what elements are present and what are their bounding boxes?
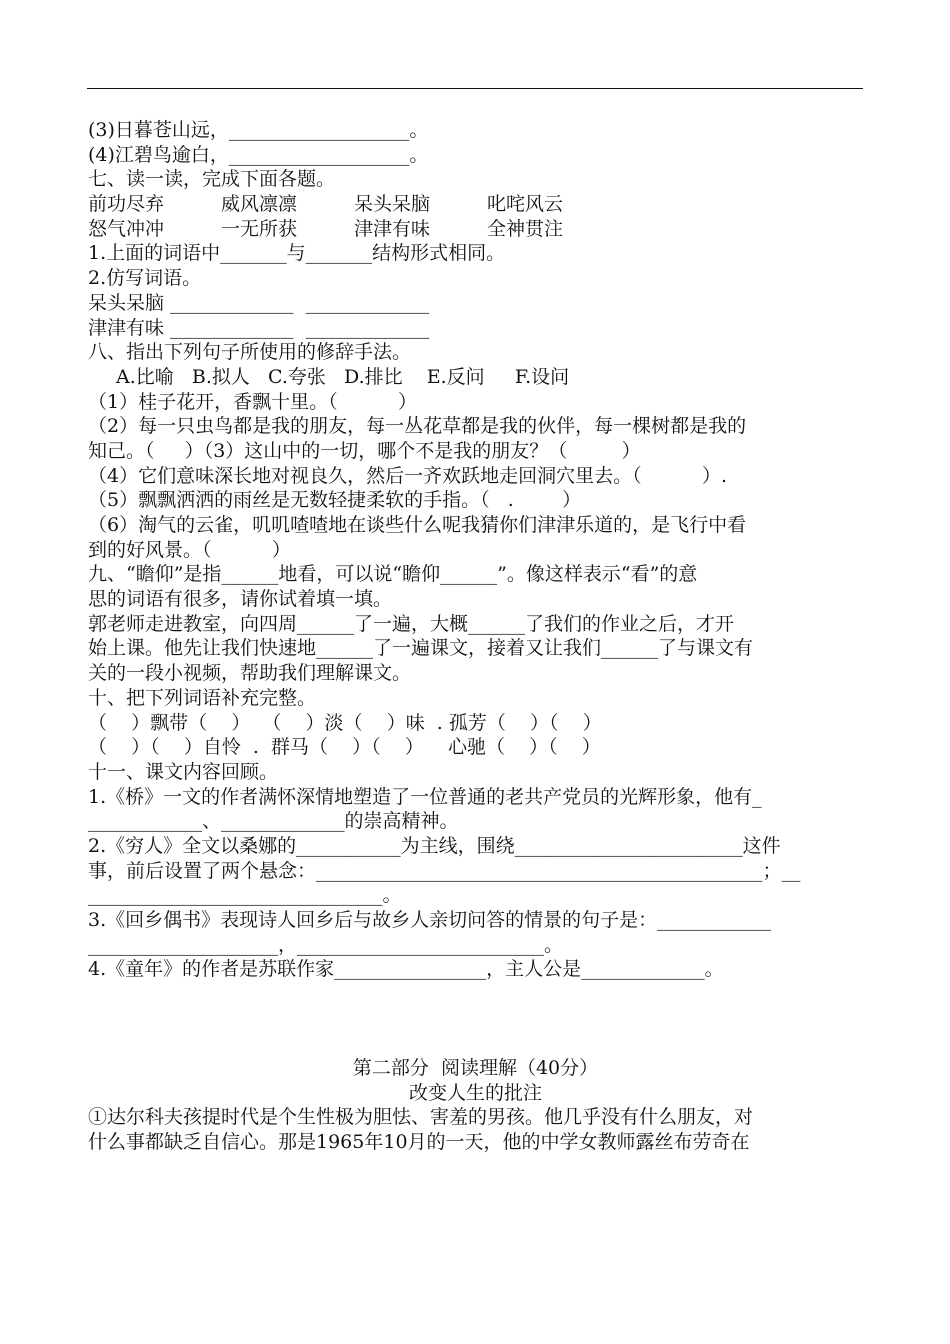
q8-sentence-4: （4）它们意味深长地对视良久，然后一齐欢跃地走回洞穴里去。（ ）.: [88, 464, 728, 487]
q7-imitation-2: 津津有味 _____________ _____________: [88, 316, 430, 339]
section-spacer: [88, 982, 863, 1056]
q7-title: 七、读一读，完成下面各题。: [88, 168, 336, 191]
q9-line-5: 关的一段小视频，帮助我们理解课文。: [88, 662, 412, 685]
q9-line-3: 郭老师走进教室，向四周______了一遍，大概______了我们的作业之后，才开: [88, 612, 735, 635]
q8-sentence-6a: （6）淘气的云雀，叽叽喳喳地在谈些什么呢我猜你们津津乐道的，是飞行中看: [88, 514, 747, 536]
q11-item-3b: ____________________，__________________________。: [88, 933, 564, 956]
poem-line-4: (4)江碧鸟逾白，___________________。: [88, 143, 429, 166]
poem-line-3: (3)日暮苍山远，___________________。: [88, 119, 429, 141]
q7-word-row-1: [88, 192, 863, 217]
q9-line-1: 九、“瞻仰”是指______地看，可以说“瞻仰______”。像这样表示“看”的意: [88, 563, 698, 586]
article-title: 改变人生的批注: [408, 1081, 542, 1104]
q8-sentence-6b: 到的好风景。（ ）: [88, 538, 291, 561]
q9-line-2: 思的词语有很多，请你试着填一填。: [88, 588, 393, 611]
q8-title: 八、指出下列句子所使用的修辞手法。: [88, 341, 412, 364]
word: 叱咤风云: [487, 193, 564, 216]
q10-line-2: （ ）（ ）自怜 . 群马（ ）（ ） 心驰（ ）（ ）: [88, 736, 601, 759]
q8-sentence-1: （1）桂子花开，香飘十里。（ ）: [88, 390, 417, 413]
article-paragraph-1a: ①达尔科夫孩提时代是个生性极为胆怯、害羞的男孩。他几乎没有什么朋友，对: [88, 1106, 754, 1129]
q7-item-2: 2.仿写词语。: [88, 267, 202, 290]
word: 全神贯注: [487, 217, 564, 240]
word: 前功尽弃: [88, 193, 165, 216]
word: 威风凛凛: [221, 193, 298, 216]
word: 呆头呆脑: [354, 193, 431, 216]
article-paragraph-1b: 什么事都缺乏自信心。那是1965年10月的一天，他的中学女教师露丝布劳奇在: [88, 1131, 750, 1154]
q7-word-row-2: [88, 217, 863, 242]
q8-options: A.比喻 B.拟人 C.夸张 D.排比 E.反问 F.设问: [116, 365, 570, 388]
q8-sentence-2b: 知己。（ ）（3）这山中的一切，哪个不是我的朋友？（ ）: [88, 439, 641, 462]
word: 一无所获: [221, 217, 298, 240]
q11-item-2a: 2.《穷人》全文以桑娜的___________为主线，围绕________________________这件: [88, 834, 781, 857]
word: 怒气冲冲: [88, 217, 165, 240]
q11-item-2b: 事，前后设置了两个悬念：_______________________________________________；__: [88, 859, 801, 882]
q9-line-4: 始上课。他先让我们快速地______了一遍课文，接着又让我们______了与课文有: [88, 637, 754, 660]
q11-item-3a: 3.《回乡偶书》表现诗人回乡后与故乡人亲切问答的情景的句子是：____________: [88, 909, 772, 931]
q11-item-4: 4.《童年》的作者是苏联作家________________，主人公是_____________。: [88, 958, 724, 981]
q11-title: 十一、课文内容回顾。: [88, 760, 279, 783]
q8-sentence-2a: （2）每一只虫鸟都是我的朋友，每一丛花草都是我的伙伴，每一棵树都是我的: [88, 415, 747, 438]
q11-item-1b: ____________、_____________的崇高精神。: [88, 810, 459, 833]
q11-item-2c: _______________________________。: [88, 884, 402, 907]
part2-heading: 第二部分 阅读理解（40分）: [352, 1057, 599, 1080]
q10-title: 十、把下列词语补充完整。: [88, 686, 317, 709]
page-content: [88, 118, 863, 1155]
q7-item-1: 1.上面的词语中_______与_______结构形式相同。: [88, 242, 506, 265]
q10-line-1: （ ）飘带（ ） （ ）淡（ ）味 . 孤芳（ ）（ ）: [88, 711, 602, 734]
q7-imitation-1: 呆头呆脑 _____________ _____________: [88, 291, 430, 314]
q8-sentence-5: （5）飘飘洒洒的雨丝是无数轻捷柔软的手指。（ . ）: [88, 489, 582, 512]
q11-item-1a: 1.《桥》一文的作者满怀深情地塑造了一位普通的老共产党员的光辉形象，他有_: [88, 785, 762, 808]
word: 津津有味: [354, 217, 431, 240]
header-rule: [87, 88, 863, 89]
